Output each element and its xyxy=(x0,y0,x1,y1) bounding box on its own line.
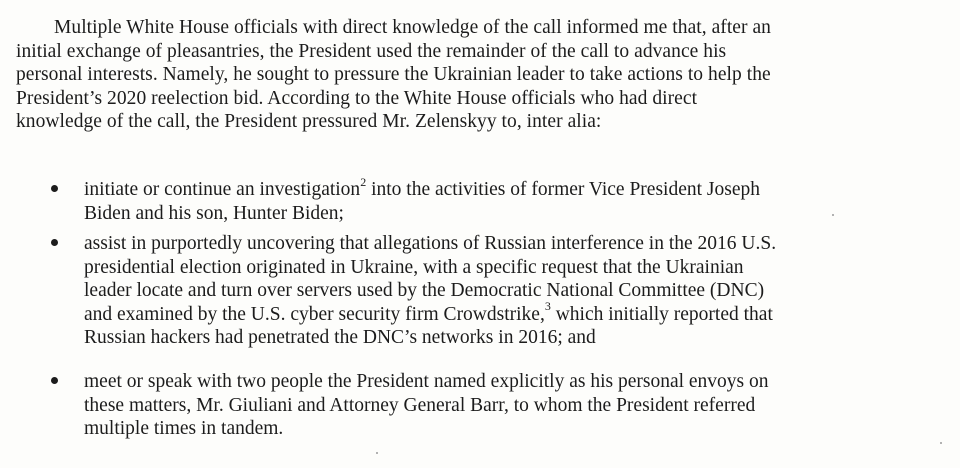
paragraph-line: Multiple White House officials with direct knowledge of the call informed me that, after an xyxy=(54,17,771,38)
paragraph-line: initial exchange of pleasantries, the President used the remainder of the call to advance his xyxy=(16,40,727,62)
scan-speck xyxy=(376,452,378,454)
bullet-line: meet or speak with two people the President named explicitly as his personal envoys on xyxy=(84,371,769,392)
bullet-line: these matters, Mr. Giuliani and Attorney General Barr, to whom the President referred xyxy=(84,394,756,416)
bullet-line: multiple times in tandem. xyxy=(84,418,284,440)
bullet-line: assist in purportedly uncovering that allegations of Russian interference in the 2016 U.S. xyxy=(84,233,777,254)
bullet-text xyxy=(84,174,944,225)
bullet-icon xyxy=(51,185,58,192)
paragraph-line: personal interests. Namely, he sought to pressure the Ukrainian leader to take actions to help the xyxy=(16,64,771,86)
bullet-line: Biden and his son, Hunter Biden; xyxy=(84,202,344,224)
bullet-line: and examined by the U.S. cyber security firm Crowdstrike,$^3$ which initially reported that xyxy=(84,299,773,325)
bullet-icon xyxy=(51,377,58,384)
paragraph-line: knowledge of the call, the President pressured Mr. Zelenskyy to, inter alia: xyxy=(16,111,602,133)
paragraph-body xyxy=(16,16,946,134)
scan-speck xyxy=(832,214,834,216)
bullet-line: Russian hackers had penetrated the DNC’s networks in 2016; and xyxy=(84,327,596,349)
bullet-line: leader locate and turn over servers used by the Democratic National Committee (DNC) xyxy=(84,280,765,302)
footnote-marker: 2 xyxy=(360,174,367,189)
scan-speck xyxy=(940,442,942,444)
paragraph-line: President’s 2020 reelection bid. According to the White House officials who had direct xyxy=(16,87,698,109)
bullet-text xyxy=(84,370,944,441)
opening-paragraph xyxy=(16,16,946,134)
bullet-line: presidential election originated in Ukraine, with a specific request that the Ukrainian xyxy=(84,256,744,278)
bullet-text xyxy=(84,232,944,350)
bullet-icon xyxy=(51,239,58,246)
footnote-marker: 3 xyxy=(544,299,551,314)
bullet-line: initiate or continue an investigation$^2$ into the activities of former Vice President Joseph xyxy=(84,174,760,200)
